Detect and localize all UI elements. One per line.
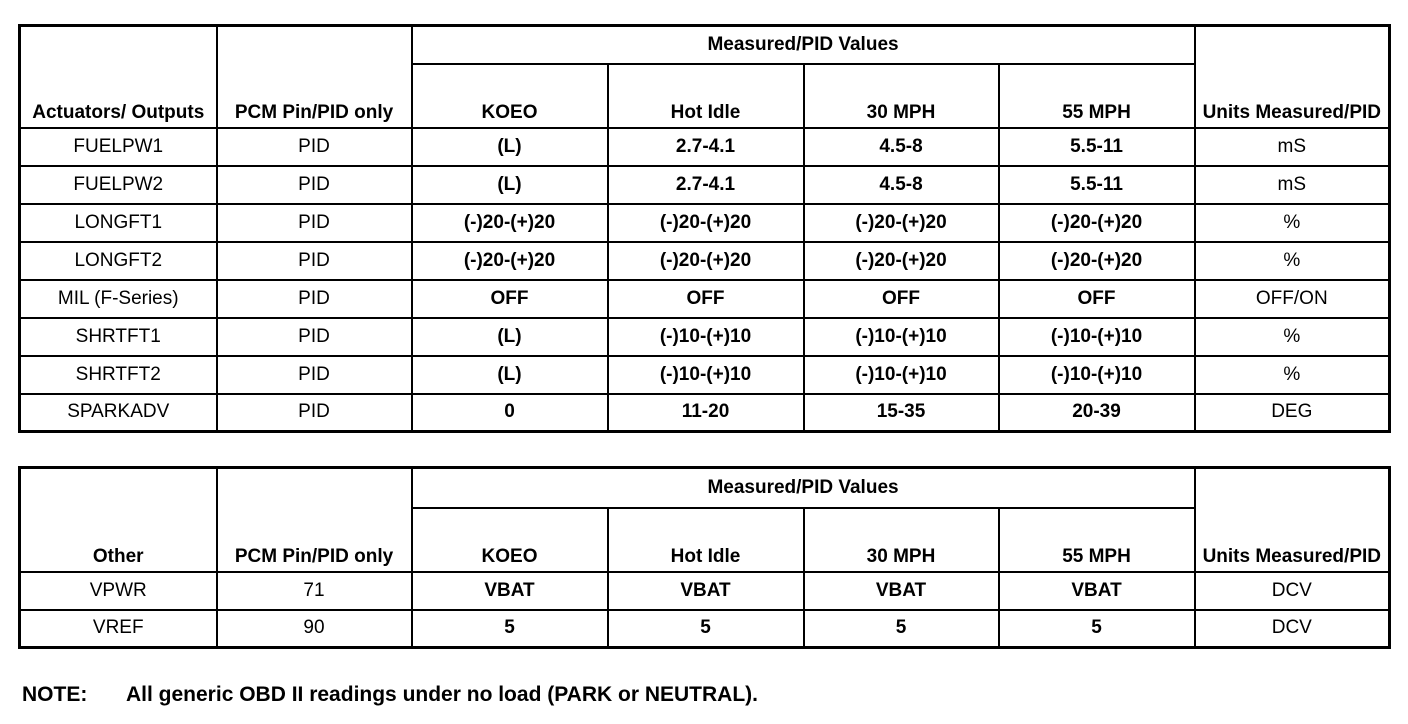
cell-30-mph: (-)10-(+)10 [804,318,999,356]
cell-koeo: (L) [412,318,608,356]
cell-name: VPWR [20,572,217,610]
table-row [20,394,1390,432]
cell-name: LONGFT2 [20,242,217,280]
table-row [20,128,1390,166]
header-30-mph: 30 MPH [804,64,999,128]
table-row [20,610,1390,648]
cell-hot-idle: (-)10-(+)10 [608,356,804,394]
header-units-measured: Units Measured/PID [1195,26,1390,128]
cell-pcm-pin: PID [217,128,412,166]
cell-pcm-pin: 90 [217,610,412,648]
cell-hot-idle: VBAT [608,572,804,610]
table-row [20,318,1390,356]
cell-55-mph: (-)20-(+)20 [999,242,1195,280]
cell-hot-idle: 2.7-4.1 [608,128,804,166]
header-pcm-pin-pid: PCM Pin/PID only [217,468,412,572]
cell-units: mS [1195,128,1390,166]
cell-units: DCV [1195,610,1390,648]
cell-30-mph: (-)10-(+)10 [804,356,999,394]
cell-hot-idle: 11-20 [608,394,804,432]
cell-koeo: (-)20-(+)20 [412,242,608,280]
header-koeo: KOEO [412,64,608,128]
footnote [22,683,758,707]
cell-koeo: (L) [412,166,608,204]
cell-hot-idle: (-)20-(+)20 [608,242,804,280]
header-other: Other [20,468,217,572]
cell-30-mph: (-)20-(+)20 [804,242,999,280]
table-row [20,166,1390,204]
cell-55-mph: (-)20-(+)20 [999,204,1195,242]
header-hot-idle: Hot Idle [608,508,804,572]
cell-name: LONGFT1 [20,204,217,242]
cell-30-mph: 5 [804,610,999,648]
header-units-measured: Units Measured/PID [1195,468,1390,572]
table-row [20,204,1390,242]
cell-name: SHRTFT1 [20,318,217,356]
cell-units: DCV [1195,572,1390,610]
cell-pcm-pin: PID [217,204,412,242]
header-hot-idle: Hot Idle [608,64,804,128]
cell-hot-idle: 2.7-4.1 [608,166,804,204]
note-label: NOTE: [22,683,88,706]
table-row [20,242,1390,280]
cell-55-mph: VBAT [999,572,1195,610]
cell-units: % [1195,204,1390,242]
cell-units: OFF/ON [1195,280,1390,318]
cell-koeo: 5 [412,610,608,648]
cell-55-mph: 5.5-11 [999,166,1195,204]
cell-koeo: OFF [412,280,608,318]
cell-koeo: (L) [412,356,608,394]
cell-55-mph: OFF [999,280,1195,318]
cell-units: DEG [1195,394,1390,432]
cell-55-mph: 5 [999,610,1195,648]
table-row [20,572,1390,610]
header-koeo: KOEO [412,508,608,572]
cell-hot-idle: OFF [608,280,804,318]
cell-55-mph: (-)10-(+)10 [999,318,1195,356]
cell-55-mph: 5.5-11 [999,128,1195,166]
table-row [20,280,1390,318]
cell-30-mph: (-)20-(+)20 [804,204,999,242]
header-55-mph: 55 MPH [999,508,1195,572]
cell-koeo: (-)20-(+)20 [412,204,608,242]
cell-30-mph: 15-35 [804,394,999,432]
cell-30-mph: 4.5-8 [804,128,999,166]
cell-units: % [1195,356,1390,394]
cell-units: mS [1195,166,1390,204]
cell-pcm-pin: PID [217,394,412,432]
cell-pcm-pin: PID [217,318,412,356]
table-row [20,356,1390,394]
cell-name: MIL (F-Series) [20,280,217,318]
header-pcm-pin-pid: PCM Pin/PID only [217,26,412,128]
header-55-mph: 55 MPH [999,64,1195,128]
cell-55-mph: (-)10-(+)10 [999,356,1195,394]
cell-name: SPARKADV [20,394,217,432]
cell-hot-idle: 5 [608,610,804,648]
cell-hot-idle: (-)10-(+)10 [608,318,804,356]
cell-koeo: (L) [412,128,608,166]
cell-name: SHRTFT2 [20,356,217,394]
cell-hot-idle: (-)20-(+)20 [608,204,804,242]
cell-pcm-pin: PID [217,280,412,318]
other-table [18,466,1391,649]
cell-name: FUELPW1 [20,128,217,166]
cell-pcm-pin: PID [217,166,412,204]
header-measured-pid-values: Measured/PID Values [412,26,1195,64]
cell-koeo: VBAT [412,572,608,610]
cell-name: FUELPW2 [20,166,217,204]
cell-55-mph: 20-39 [999,394,1195,432]
cell-pcm-pin: PID [217,356,412,394]
cell-pcm-pin: PID [217,242,412,280]
cell-units: % [1195,242,1390,280]
cell-name: VREF [20,610,217,648]
cell-30-mph: OFF [804,280,999,318]
note-text: All generic OBD II readings under no load (PARK or NEUTRAL). [126,683,758,706]
cell-30-mph: VBAT [804,572,999,610]
actuators-outputs-table [18,24,1391,433]
cell-units: % [1195,318,1390,356]
header-30-mph: 30 MPH [804,508,999,572]
header-measured-pid-values: Measured/PID Values [412,468,1195,508]
header-actuators-outputs: Actuators/ Outputs [20,26,217,128]
cell-pcm-pin: 71 [217,572,412,610]
cell-koeo: 0 [412,394,608,432]
cell-30-mph: 4.5-8 [804,166,999,204]
